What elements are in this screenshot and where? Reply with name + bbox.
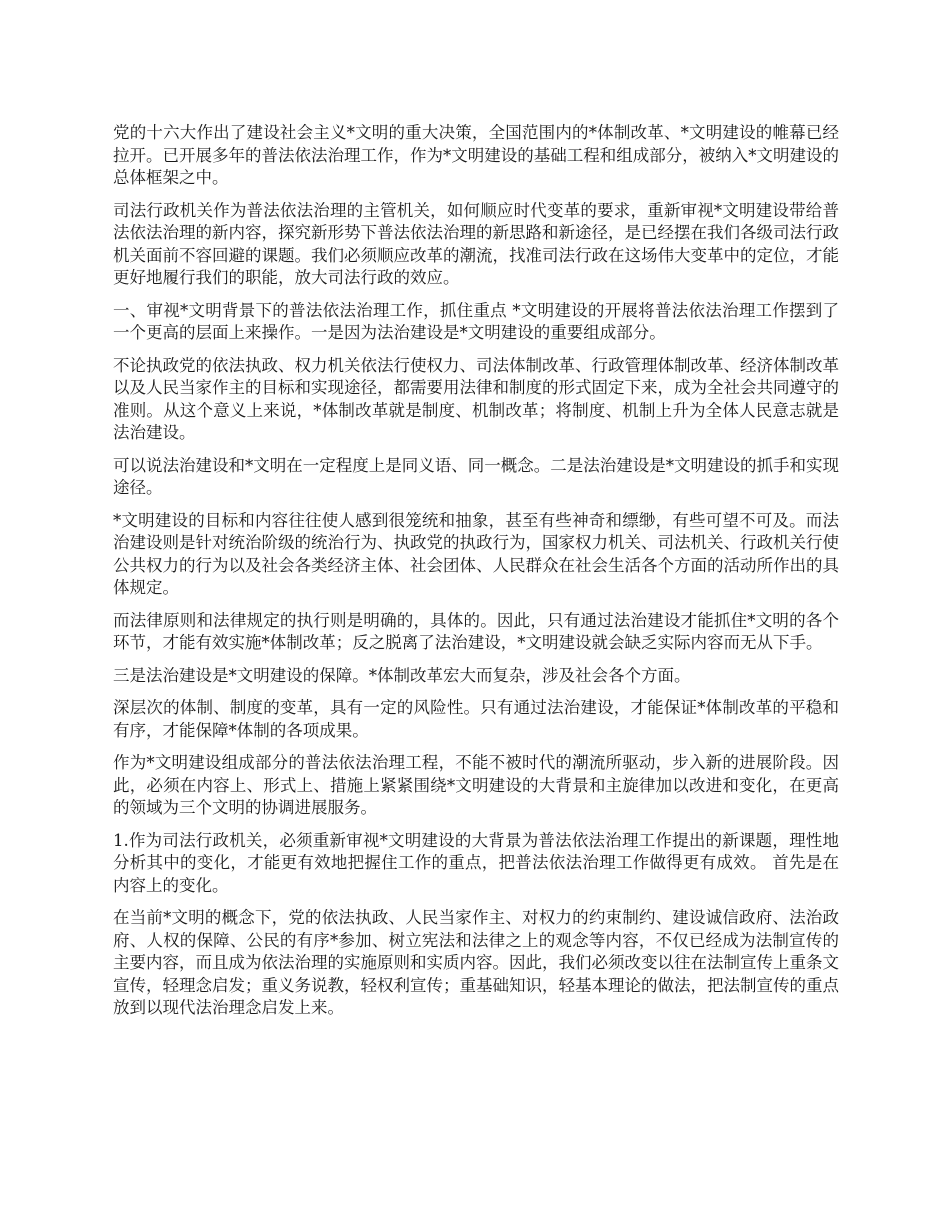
- paragraph-11: 1.作为司法行政机关，必须重新审视*文明建设的大背景为普法依法治理工作提出的新课题，理性地分析其中的变化，才能更有效地把握住工作的重点，把普法依法治理工作做得更有成效。 首先是在内容上的变化。: [113, 830, 839, 895]
- paragraph-3: 一、审视*文明背景下的普法依法治理工作，抓住重点 *文明建设的开展将普法依法治理工作摆到了一个更高的层面上来操作。一是因为法治建设是*文明建设的重要组成部分。: [113, 300, 839, 342]
- paragraph-12: 在当前*文明的概念下，党的依法执政、人民当家作主、对权力的约束制约、建设诚信政府、法治政府、人权的保障、公民的有序*参加、树立宪法和法律之上的观念等内容，不仅已经成为法制宣传的主要内容，而且成为依法治理的实施原则和实质内容。因此，我们必须改变以往在法制宣传上重条文宣传，轻理念启发；重义务说教，轻权利宣传；重基础知识，轻基本理论的做法，把法制宣传的重点放到以现代法治理念启发上来。: [113, 908, 839, 1017]
- paragraph-10: 作为*文明建设组成部分的普法依法治理工程，不能不被时代的潮流所驱动，步入新的进展阶段。因此，必须在内容上、形式上、措施上紧紧围绕*文明建设的大背景和主旋律加以改进和变化，在更高的领域为三个文明的协调进展服务。: [113, 753, 839, 817]
- paragraph-8: 三是法治建设是*文明建设的保障。*体制改革宏大而复杂，涉及社会各个方面。: [113, 665, 691, 685]
- paragraph-7: 而法律原则和法律规定的执行则是明确的，具体的。因此，只有通过法治建设才能抓住*文明的各个环节，才能有效实施*体制改革；反之脱离了法治建设，*文明建设就会缺乏实际内容而无从下手。: [113, 610, 839, 652]
- paragraph-1: 党的十六大作出了建设社会主义*文明的重大决策，全国范围内的*体制改革、*文明建设的帷幕已经拉开。已开展多年的普法依法治理工作，作为*文明建设的基础工程和组成部分，被纳入*文明建设的总体框架之中。: [113, 123, 839, 187]
- paragraph-2: 司法行政机关作为普法依法治理的主管机关，如何顺应时代变革的要求，重新审视*文明建设带给普法依法治理的新内容，探究新形势下普法依法治理的新思路和新途径，是已经摆在我们各级司法行政机关面前不容回避的课题。我们必须顺应改革的潮流，找准司法行政在这场伟大变革中的定位，才能更好地履行我们的职能，放大司法行政的效应。: [113, 200, 839, 287]
- paragraph-5: 可以说法治建设和*文明在一定程度上是同义语、同一概念。二是法治建设是*文明建设的抓手和实现途径。: [113, 455, 839, 497]
- document-body: [113, 122, 839, 1030]
- paragraph-4: 不论执政党的依法执政、权力机关依法行使权力、司法体制改革、行政管理体制改革、经济体制改革以及人民当家作主的目标和实现途径，都需要用法律和制度的形式固定下来，成为全社会共同遵守的准则。从这个意义上来说，*体制改革就是制度、机制改革；将制度、机制上升为全体人民意志就是法治建设。: [113, 355, 839, 442]
- paragraph-9: 深层次的体制、制度的变革，具有一定的风险性。只有通过法治建设，才能保证*体制改革的平稳和有序，才能保障*体制的各项成果。: [113, 698, 839, 740]
- paragraph-6: *文明建设的目标和内容往往使人感到很笼统和抽象，甚至有些神奇和缥缈，有些可望不可及。而法治建设则是针对统治阶级的统治行为、执政党的执政行为，国家权力机关、司法机关、行政机关行使公共权力的行为以及社会各类经济主体、社会团体、人民群众在社会生活各个方面的活动所作出的具体规定。: [113, 510, 839, 597]
